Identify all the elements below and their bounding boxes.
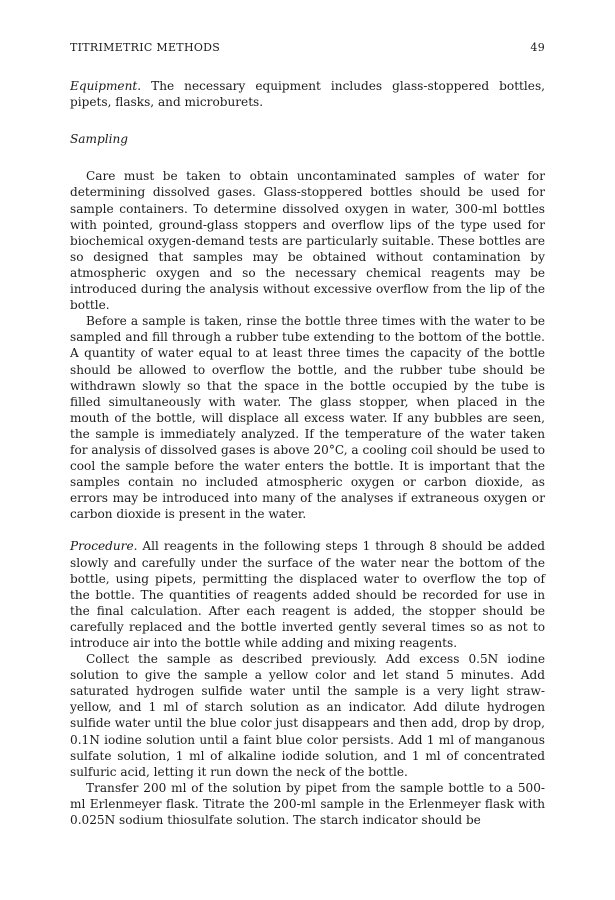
sampling-paragraph-1: Care must be taken to obtain uncontaminated samples of water for determining dissolved gases. Glass-stoppered bottles should be used for sample containers. To determine dissolved oxygen in water, 300-ml bottles with pointed, ground-glass stoppers and overflow lips of the type used for biochemical oxygen-demand tests are particularly suitable. These bottles are so designed that samples may be obtained without contamination by atmospheric oxygen and so the necessary chemical reagents may be introduced during the analysis without excessive overflow from the lip of the bottle. (70, 169, 545, 313)
page-number: 49 (530, 41, 545, 54)
procedure-paragraph-2: Collect the sample as described previously. Add excess 0.5N iodine solution to give the sample a yellow color and let stand 5 minutes. Add saturated hydrogen sulfide water until the sample is a very light straw-yellow, and 1 ml of starch solution as an indicator. Add dilute hydrogen sulfide water until the blue color just disappears and then add, drop by drop, 0.1N iodine solution until a faint blue color persists. Add 1 ml of manganous sulfate solution, 1 ml of alkaline iodide solution, and 1 ml of concentrated sulfuric acid, letting it run down the neck of the bottle. (70, 652, 545, 779)
sampling-paragraph-2: Before a sample is taken, rinse the bottle three times with the water to be sampled and fill through a rubber tube extending to the bottom of the bottle. A quantity of water equal to at least three times the capacity of the bottle should be allowed to overflow the bottle, and the rubber tube should be withdrawn slowly so that the space in the bottle occupied by the tube is filled simultaneously with water. The glass stopper, when placed in the mouth of the bottle, will displace all excess water. If any bubbles are seen, the sample is immediately analyzed. If the temperature of the water taken for analysis of dissolved gases is above 20°C, a cooling coil should be used to cool the sample before the water enters the bottle. It is important that the samples contain no included atmospheric oxygen or carbon dioxide, as errors may be introduced into many of the analyses if extraneous oxygen or carbon dioxide is present in the water. (70, 314, 545, 522)
equipment-label: Equipment. (70, 79, 142, 94)
procedure-label: Procedure. (70, 539, 138, 554)
sampling-heading: Sampling (70, 132, 128, 147)
procedure-paragraph (70, 538, 545, 651)
equipment-text: The necessary equipment includes glass-stoppered bottles, pipets, flasks, and microburets. (70, 79, 545, 110)
running-title: TITRIMETRIC METHODS (70, 41, 221, 54)
running-header (70, 40, 545, 56)
equipment-paragraph (70, 78, 545, 110)
procedure-intro: All reagents in the following steps 1 through 8 should be added slowly and carefully under the surface of the water near the bottom of the bottle, using pipets, permitting the displaced water to overflow the top of the bottle. The quantities of reagents added should be recorded for use in the final calculation. After each reagent is added, the stopper should be carefully replaced and the bottle inverted gently several times so as not to introduce air into the bottle while adding and mixing reagents. (70, 539, 545, 650)
book-page (70, 40, 545, 828)
procedure-paragraph-3: Transfer 200 ml of the solution by pipet from the sample bottle to a 500-ml Erlenmeyer flask. Titrate the 200-ml sample in the Erlenmeyer flask with 0.025N sodium thiosulfate solution. The starch indicator should be (70, 780, 545, 828)
